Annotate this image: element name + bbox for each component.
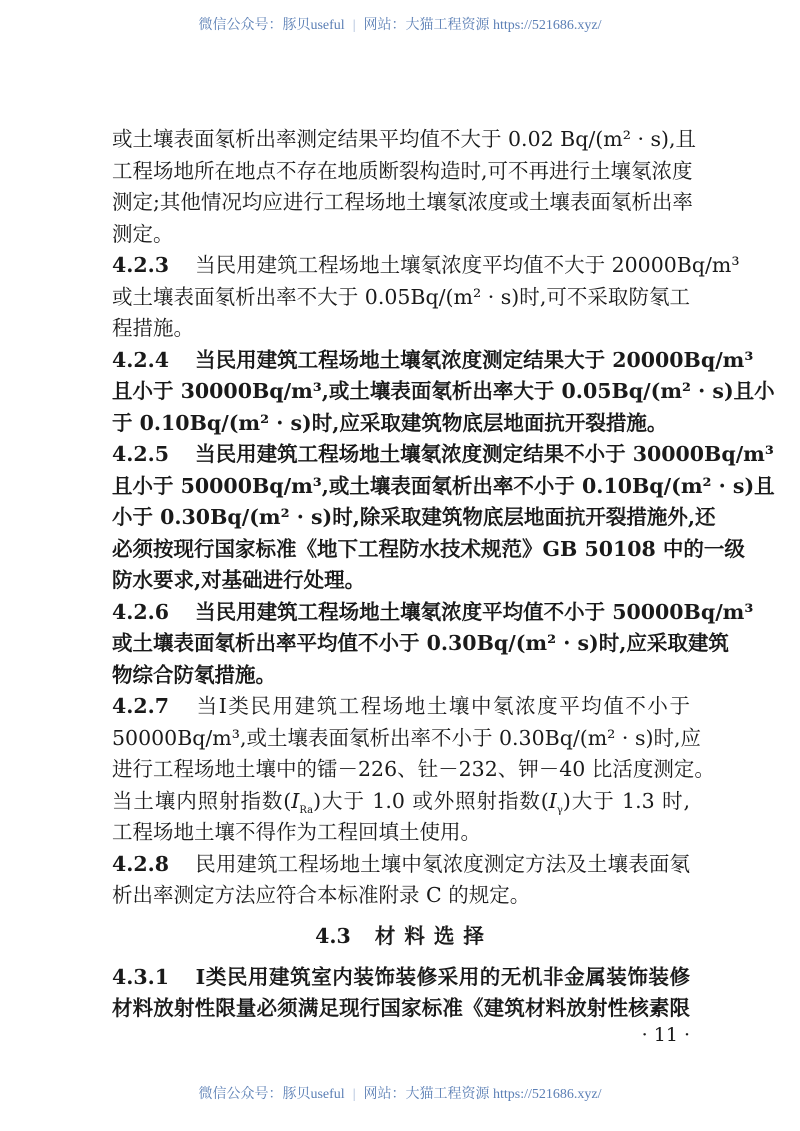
line-text: 必须按现行国家标准《地下工程防水技术规范》GB 50108 中的一级 xyxy=(112,536,745,561)
clause-number: 4.2.5 xyxy=(112,442,170,466)
line-text: 当民用建筑工程场地土壤氡浓度测定结果大于 20000Bq/m³ xyxy=(195,347,754,372)
text-line xyxy=(112,471,775,503)
line-text: 析出率测定方法应符合本标准附录 C 的规定。 xyxy=(112,883,531,907)
text-line xyxy=(112,993,690,1025)
line-text: 测定。 xyxy=(112,221,174,246)
line-text: 当Ⅰ类民用建筑工程场地土壤中氡浓度平均值不小于 xyxy=(195,694,690,718)
clause-number: 4.2.8 xyxy=(112,851,170,876)
subscript: Ra xyxy=(299,804,314,816)
clause-paragraph xyxy=(112,849,690,912)
line-text: 民用建筑工程场地土壤中氡浓度测定方法及土壤表面氡 xyxy=(195,851,690,876)
line-text: 于 0.10Bq/(m² · s)时,应采取建筑物底层地面抗开裂措施。 xyxy=(112,410,668,435)
line-text: 程措施。 xyxy=(112,316,194,340)
italic-symbol: I xyxy=(291,788,300,813)
clause-number: 4.2.6 xyxy=(112,599,170,624)
text-line xyxy=(112,723,701,755)
line-text: 小于 0.30Bq/(m² · s)时,除采取建筑物底层地面抗开裂措施外,还 xyxy=(112,505,716,529)
section-number: 4.3 xyxy=(315,923,351,948)
text-line xyxy=(112,597,754,629)
watermark-wechat: 微信公众号：豚贝useful xyxy=(198,18,345,33)
watermark-separator: | xyxy=(352,1087,356,1102)
section-title: 材料选择 xyxy=(374,923,493,948)
line-text: 或土壤表面氡析出率测定结果平均值不大于 0.02 Bq/(m² · s),且 xyxy=(112,127,697,151)
clause-number: 4.2.7 xyxy=(112,694,170,718)
text-line xyxy=(112,786,690,818)
text-line xyxy=(112,439,774,471)
clause-paragraph xyxy=(112,439,775,597)
line-text: 当民用建筑工程场地土壤氡浓度平均值不小于 50000Bq/m³ xyxy=(195,599,754,624)
clause-number: 4.2.4 xyxy=(112,347,170,372)
line-text: 且小于 50000Bq/m³,或土壤表面氡析出率不小于 0.10Bq/(m² · s)且 xyxy=(112,473,775,498)
line-text: 材料放射性限量必须满足现行国家标准《建筑材料放射性核素限 xyxy=(112,996,690,1020)
watermark-wechat: 微信公众号：豚贝useful xyxy=(198,1087,345,1102)
document-body xyxy=(112,124,775,1025)
line-text: 当民用建筑工程场地土壤氡浓度平均值不大于 20000Bq/m³ xyxy=(195,253,740,277)
line-text: 或土壤表面氡析出率不大于 0.05Bq/(m² · s)时,可不采取防氡工 xyxy=(112,284,690,309)
line-text: 物综合防氡措施。 xyxy=(112,662,276,687)
text-line xyxy=(112,282,690,314)
clause-number: 4.3.1 xyxy=(112,964,170,989)
text-line xyxy=(112,849,690,881)
watermark-website: 网站：大猫工程资源 https://521686.xyz/ xyxy=(363,18,602,33)
clause-paragraph xyxy=(112,345,775,440)
watermark-header xyxy=(0,14,800,34)
line-text: 工程场地所在地点不存在地质断裂构造时,可不再进行土壤氡浓度 xyxy=(112,158,693,183)
clause-paragraph xyxy=(112,124,697,250)
text-line xyxy=(112,817,690,849)
watermark-website: 网站：大猫工程资源 https://521686.xyz/ xyxy=(363,1087,602,1102)
italic-symbol: I xyxy=(548,788,557,813)
line-text: 测定;其他情况均应进行工程场地土壤氡浓度或土壤表面氡析出率 xyxy=(112,190,693,214)
line-text: 或土壤表面氡析出率平均值不小于 0.30Bq/(m² · s)时,应采取建筑 xyxy=(112,631,729,655)
text-segment: 当土壤内照射指数( xyxy=(112,788,292,813)
text-line xyxy=(112,660,690,692)
line-text: 进行工程场地土壤中的镭－226、钍－232、钾－40 比活度测定。 xyxy=(112,757,715,781)
clause-paragraph xyxy=(112,691,715,849)
text-line xyxy=(112,250,740,282)
line-text: 50000Bq/m³,或土壤表面氡析出率不小于 0.30Bq/(m² · s)时,应 xyxy=(112,725,701,750)
line-text: Ⅰ类民用建筑室内装饰装修采用的无机非金属装饰装修 xyxy=(195,964,690,989)
text-line xyxy=(112,313,690,345)
text-line xyxy=(112,628,729,660)
text-line xyxy=(112,754,715,786)
line-text: 防水要求,对基础进行处理。 xyxy=(112,568,366,592)
watermark-separator: | xyxy=(352,18,356,33)
text-line xyxy=(112,534,745,566)
line-text: 且小于 30000Bq/m³,或土壤表面氡析出率大于 0.05Bq/(m² · s)且小 xyxy=(112,379,775,403)
clause-paragraph xyxy=(112,250,740,345)
line-text: 工程场地土壤不得作为工程回填土使用。 xyxy=(112,820,481,844)
section-heading xyxy=(118,918,690,962)
text-line xyxy=(112,376,775,408)
clause-paragraph xyxy=(112,597,754,692)
subscript: γ xyxy=(556,804,563,816)
text-line xyxy=(112,880,690,912)
text-segment: )大于 1.3 时, xyxy=(562,788,691,813)
text-line xyxy=(112,219,690,251)
text-line xyxy=(112,691,690,723)
text-line xyxy=(112,187,693,219)
text-line xyxy=(112,565,690,597)
text-line xyxy=(112,408,690,440)
text-line xyxy=(112,124,697,156)
watermark-footer xyxy=(0,1083,800,1103)
text-line xyxy=(112,962,690,994)
text-line xyxy=(112,156,693,188)
text-segment: )大于 1.0 或外照射指数( xyxy=(313,788,549,813)
line-text: 当民用建筑工程场地土壤氡浓度测定结果不小于 30000Bq/m³ xyxy=(195,442,774,466)
clause-number: 4.2.3 xyxy=(112,253,170,277)
section-4-3-clauses xyxy=(112,962,690,1025)
text-line xyxy=(112,345,754,377)
text-line xyxy=(112,502,716,534)
page-number: · 11 · xyxy=(641,1024,690,1046)
section-4-2-clauses xyxy=(112,124,775,912)
clause-paragraph xyxy=(112,962,690,1025)
